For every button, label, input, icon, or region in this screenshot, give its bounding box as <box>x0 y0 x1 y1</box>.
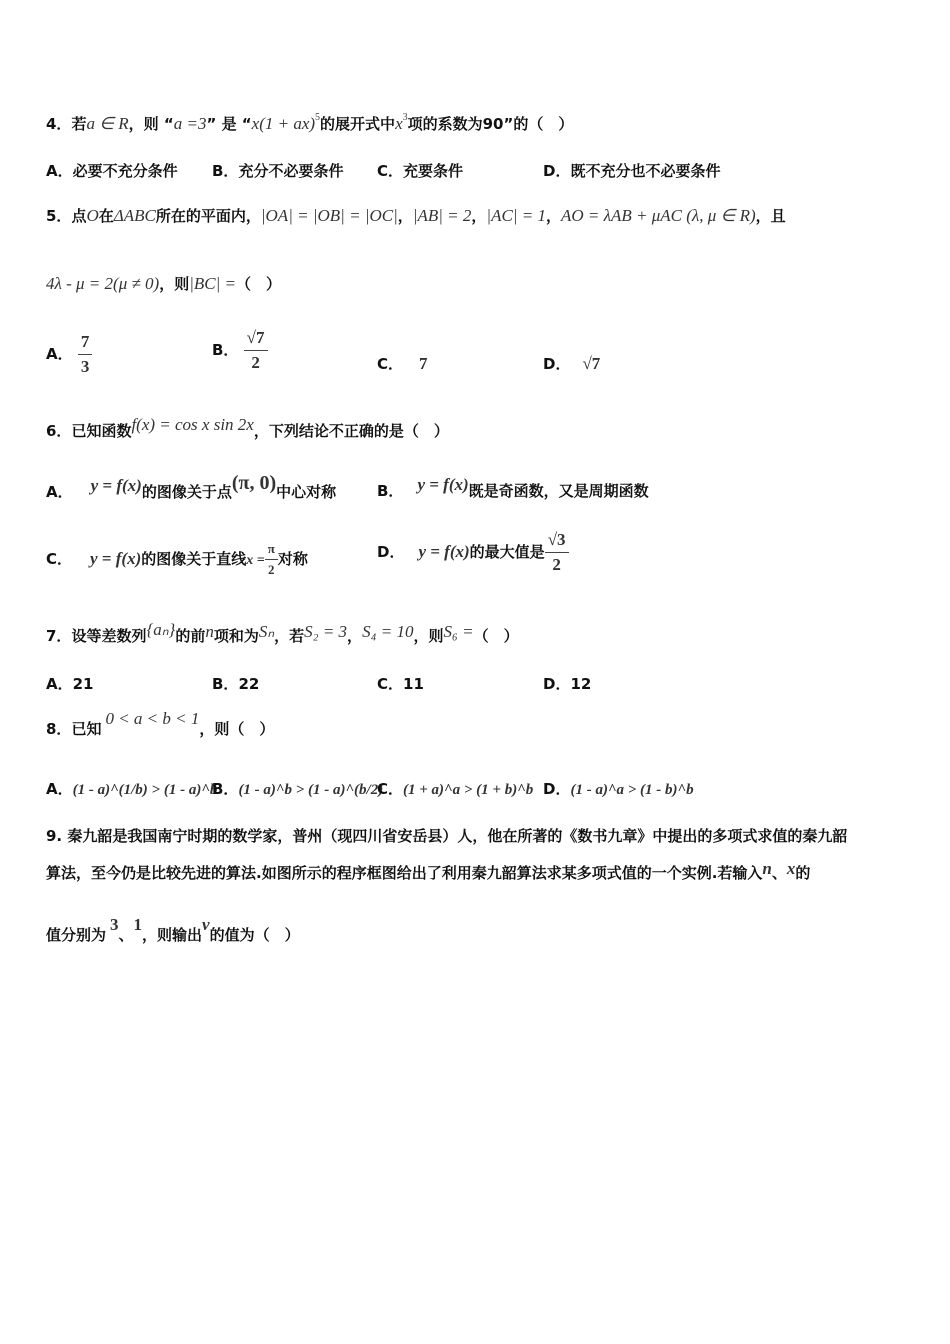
option-label: D． <box>543 162 571 180</box>
option-text: 对称 <box>277 550 308 568</box>
q5-math-2: ΔABC <box>113 206 156 225</box>
option-text: 12 <box>570 675 592 693</box>
fraction-denominator: 2 <box>552 555 561 574</box>
q4-math-4-exponent: 3 <box>402 112 408 123</box>
q5-number: 5． <box>46 207 72 225</box>
q5-math-1: O <box>86 206 99 225</box>
q5-text-4: ，且 <box>755 207 786 225</box>
q4-text-4: 的展开式中 <box>320 115 396 133</box>
option-label: D． <box>543 355 571 373</box>
option-label: D． <box>543 675 571 693</box>
q4-text-5: 项的系数为90”的（ ） <box>407 115 574 133</box>
option-text: 中心对称 <box>276 483 337 501</box>
q4-math-3: x(1 + ax) <box>251 114 316 133</box>
option-math: (1 + a)^a > (1 + b)^b <box>403 782 534 798</box>
q6-option-a[interactable] <box>46 472 337 503</box>
q7-math-3: Sₙ <box>258 622 275 641</box>
q8-option-b[interactable] <box>212 778 383 799</box>
option-text: 充分不必要条件 <box>238 162 344 180</box>
option-label: A． <box>46 675 73 693</box>
q7-option-b[interactable] <box>212 673 259 694</box>
q7-option-c[interactable] <box>377 673 424 694</box>
question-6 <box>46 415 449 442</box>
q4-option-b[interactable] <box>212 160 343 181</box>
q7-math-2: n <box>205 622 214 641</box>
q7-text-2: 的前 <box>175 627 206 645</box>
option-text: 既是奇函数，又是周期函数 <box>468 482 649 500</box>
option-label: B． <box>212 675 239 693</box>
option-label: C． <box>46 550 73 568</box>
fraction-numerator: √7 <box>244 328 268 351</box>
q9-text: ，则输出 <box>142 926 203 944</box>
q4-math-2: a =3 <box>173 114 207 133</box>
q5-math-4: |AB| = 2 <box>412 206 472 225</box>
option-math: y = f(x) <box>417 475 469 494</box>
q5-option-b[interactable] <box>212 328 268 373</box>
fraction <box>244 328 268 373</box>
option-math: y = f(x) <box>90 476 142 495</box>
q4-option-c[interactable] <box>377 160 463 181</box>
option-label: B． <box>377 482 404 500</box>
q8-math-1: 0 < a < b < 1 <box>105 709 200 728</box>
option-label: A． <box>46 345 73 363</box>
q5-math-3: |OA| = |OB| = |OC| <box>260 206 398 225</box>
q4-math-3-exponent: 5 <box>315 112 321 123</box>
q9-math-1: 1 <box>133 915 143 934</box>
fraction <box>265 541 278 578</box>
q4-number: 4． <box>46 115 72 133</box>
option-text: 的图像关于点 <box>141 483 232 501</box>
question-5: 5．点O在ΔABC所在的平面内，|OA| = |OB| = |OC|，|AB| = 2，|AC| = 1，AO = λAB + μAC (λ, μ ∈ R)，且 <box>46 206 786 225</box>
q9-math-n: n <box>762 859 772 878</box>
q8-option-c[interactable] <box>377 778 533 799</box>
q7-text-5: ，则 <box>413 627 444 645</box>
question-9-line-1: 9. 秦九韶是我国南宁时期的数学家，普州（现四川省安岳县）人，他在所著的《数书九章》中提出的多项式求值的秦九韶 <box>46 827 848 845</box>
option-math: y = f(x) <box>418 542 470 561</box>
q5-math-5: |AC| = 1 <box>486 206 546 225</box>
option-math: (1 - a)^b > (1 - a)^(b/2) <box>238 782 384 798</box>
option-label: B． <box>212 162 239 180</box>
option-text: 充要条件 <box>403 162 464 180</box>
option-label: C． <box>377 162 404 180</box>
question-4 <box>46 113 573 138</box>
q8-option-d[interactable] <box>543 778 694 799</box>
q7-text-4: ，若 <box>274 627 305 645</box>
question-8 <box>46 709 275 740</box>
question-9-line-3 <box>46 915 300 946</box>
fraction-denominator: 2 <box>268 562 275 577</box>
q9-text: 算法，至今仍是比较先进的算法.如图所示的程序框图给出了利用秦九韶算法求某多项式值的一个实例.若输入 <box>46 864 763 882</box>
option-label: C． <box>377 675 404 693</box>
q8-number: 8． <box>46 720 72 738</box>
q6-option-b[interactable] <box>377 475 649 501</box>
fraction-numerator: √3 <box>545 530 569 553</box>
q9-math-v: v <box>202 915 210 934</box>
question-5-cont <box>46 273 281 295</box>
q7-text-1: 设等差数列 <box>71 627 147 645</box>
q7-math-4: S₂ = 3 <box>304 622 348 641</box>
option-label: D． <box>377 543 405 561</box>
q6-math-1: f(x) = cos x sin 2x <box>131 415 254 434</box>
option-math: (π, 0) <box>231 472 277 494</box>
q4-option-a[interactable] <box>46 160 178 181</box>
q4-text-2: ，则 “ <box>128 115 174 133</box>
q6-text-1: 已知函数 <box>71 422 132 440</box>
option-label: A． <box>46 780 73 798</box>
option-text: 22 <box>238 675 260 693</box>
q6-option-c[interactable] <box>46 541 308 578</box>
q4-text-3: ” 是 “ <box>206 115 252 133</box>
q6-option-d[interactable] <box>377 530 569 575</box>
option-math: x = <box>246 553 265 568</box>
q9-text: 的 <box>795 864 811 882</box>
q7-math-5: S₄ = 10 <box>362 622 414 641</box>
q9-separator: 、 <box>771 864 787 882</box>
q7-text-3: 项和为 <box>213 627 259 645</box>
fraction-numerator: 7 <box>78 332 93 355</box>
q9-text: 的值为（ ） <box>209 926 300 944</box>
q9-math-3: 3 <box>110 915 119 934</box>
option-label: A． <box>46 483 73 501</box>
fraction-denominator: 2 <box>251 353 260 372</box>
option-label: B． <box>212 780 239 798</box>
option-math: y = f(x) <box>90 549 142 568</box>
option-label: C． <box>377 355 404 373</box>
q5-text-2: 在 <box>98 207 114 225</box>
option-text: 必要不充分条件 <box>72 162 178 180</box>
option-text: 11 <box>403 675 424 693</box>
option-label: B． <box>212 341 239 359</box>
q7-text-6: （ ） <box>473 627 519 645</box>
option-text: 既不充分也不必要条件 <box>570 162 721 180</box>
question-7: 7．设等差数列{aₙ}的前n项和为Sₙ，若S₂ = 3，S₄ = 10，则S₆ =（ ） <box>46 620 519 645</box>
q8-text-2: ，则（ ） <box>199 720 275 738</box>
q7-option-a[interactable] <box>46 673 93 694</box>
q6-number: 6． <box>46 422 72 440</box>
q7-math-6: S₆ = <box>443 622 474 641</box>
q5-math-7: 4λ - μ = 2(μ ≠ 0) <box>46 274 160 293</box>
option-math: (1 - a)^a > (1 - b)^b <box>570 782 694 798</box>
q5-text-6: （ ） <box>236 275 282 293</box>
q6-text-2: ，下列结论不正确的是（ ） <box>253 422 449 440</box>
q8-text-1: 已知 <box>71 720 102 738</box>
q7-math-1: {aₙ} <box>146 620 176 639</box>
question-9-line-2 <box>46 859 811 884</box>
q5-option-d[interactable] <box>543 353 600 374</box>
q8-option-a[interactable] <box>46 778 217 799</box>
q7-number: 7． <box>46 627 72 645</box>
option-value: 7 <box>419 354 428 373</box>
option-math: (1 - a)^(1/b) > (1 - a)^b <box>72 782 218 798</box>
q9-text: 值分别为 <box>46 926 107 944</box>
option-label: C． <box>377 780 404 798</box>
q4-math-1: a ∈ R <box>86 114 129 133</box>
q5-option-c[interactable] <box>377 353 428 374</box>
fraction-denominator: 3 <box>80 357 90 376</box>
q7-option-d[interactable] <box>543 673 591 694</box>
q5-math-6: AO = λAB + μAC (λ, μ ∈ R) <box>560 206 756 225</box>
option-value: √7 <box>582 354 601 373</box>
q4-text-1: 若 <box>71 115 87 133</box>
fraction <box>78 332 93 377</box>
option-label: A． <box>46 162 73 180</box>
q5-text-3: 所在的平面内， <box>155 207 261 225</box>
q5-text-1: 点 <box>71 207 87 225</box>
option-text: 21 <box>72 675 94 693</box>
q5-option-a[interactable] <box>46 332 92 377</box>
q5-math-8: |BC| = <box>189 274 237 293</box>
q5-text-5: ，则 <box>159 275 190 293</box>
option-text: 的图像关于直线 <box>141 550 247 568</box>
q9-math-x: x <box>786 859 796 878</box>
option-label: D． <box>543 780 571 798</box>
option-text: 的最大值是 <box>469 543 545 561</box>
fraction-numerator: π <box>265 541 278 560</box>
q4-math-4: x <box>395 114 403 133</box>
q4-option-d[interactable] <box>543 160 720 181</box>
fraction <box>545 530 569 575</box>
q9-separator: 、 <box>118 926 134 944</box>
